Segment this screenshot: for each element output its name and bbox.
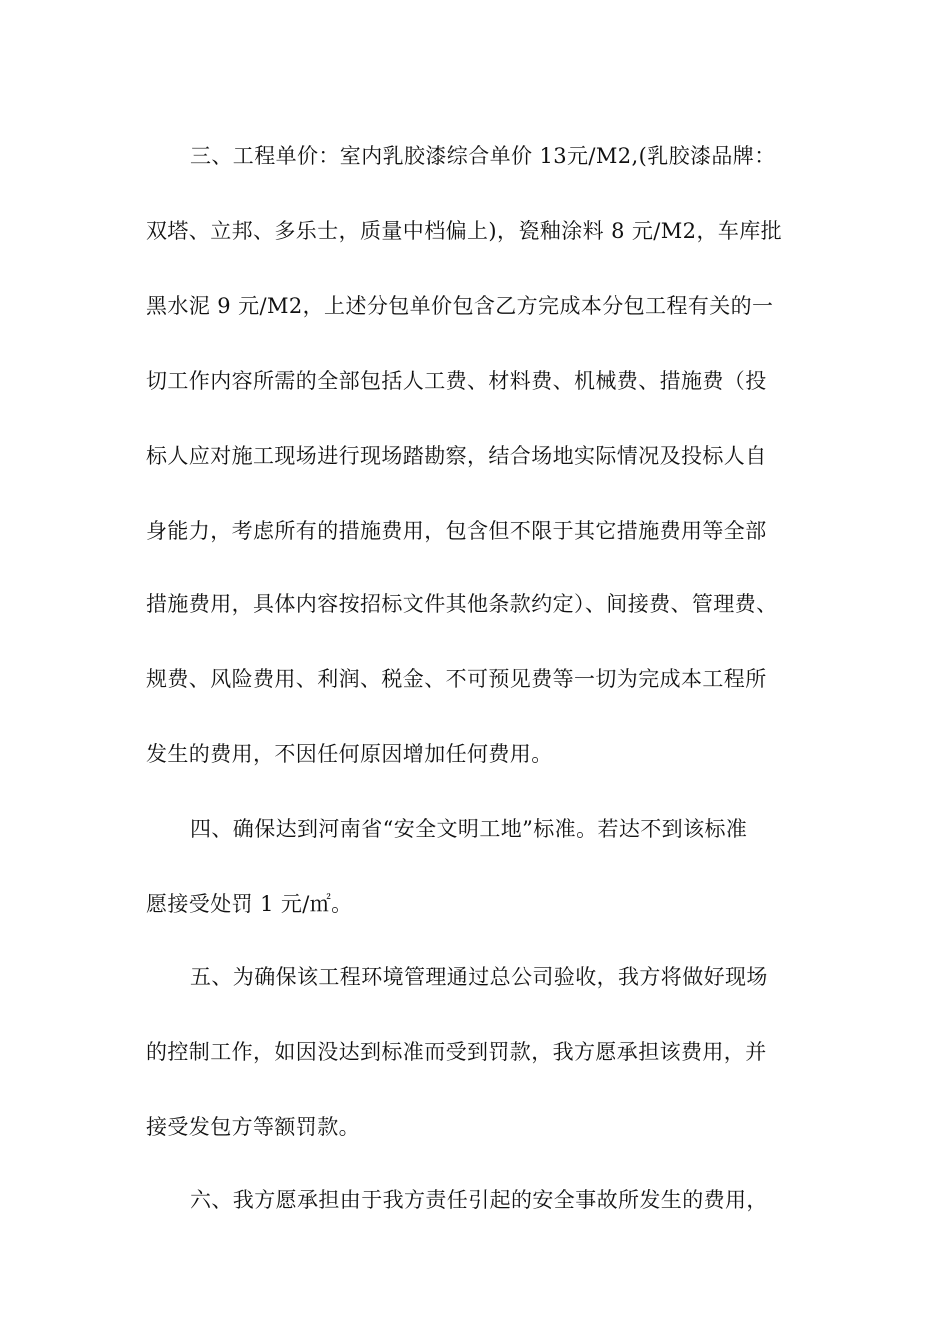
paragraph-3-line-3: 黑水泥 9 元/M2，上述分包单价包含乙方完成本分包工程有关的一 <box>146 294 774 318</box>
paragraph-5-line-2: 的控制工作，如因没达到标准而受到罚款，我方愿承担该费用，并 <box>146 1040 767 1064</box>
paragraph-3-line-4: 切工作内容所需的全部包括人工费、材料费、机械费、措施费（投 <box>146 369 767 393</box>
paragraph-3-line-1: 三、工程单价：室内乳胶漆综合单价 13元/M2,(乳胶漆品牌： <box>190 144 776 168</box>
paragraph-3-line-6: 身能力，考虑所有的措施费用，包含但不限于其它措施费用等全部 <box>146 519 767 543</box>
paragraph-3-line-2: 双塔、立邦、多乐士，质量中档偏上)，瓷釉涂料 8 元/M2，车库批 <box>146 219 783 243</box>
paragraph-6-line-1: 六、我方愿承担由于我方责任引起的安全事故所发生的费用， <box>190 1188 768 1212</box>
paragraph-3-line-5: 标人应对施工现场进行现场踏勘察，结合场地实际情况及投标人自 <box>146 444 767 468</box>
paragraph-5-line-3: 接受发包方等额罚款。 <box>146 1115 360 1139</box>
paragraph-3-line-9: 发生的费用，不因任何原因增加任何费用。 <box>146 742 553 766</box>
paragraph-3-line-8: 规费、风险费用、利润、税金、不可预见费等一切为完成本工程所 <box>146 667 767 691</box>
paragraph-5-line-1: 五、为确保该工程环境管理通过总公司验收，我方将做好现场 <box>190 965 768 989</box>
paragraph-4-line-1: 四、确保达到河南省“安全文明工地”标准。若达不到该标准 <box>190 817 748 841</box>
paragraph-4-line-2: 愿接受处罚 1 元/㎡。 <box>146 892 353 916</box>
paragraph-3-line-7: 措施费用，具体内容按招标文件其他条款约定）、间接费、管理费、 <box>146 592 778 616</box>
